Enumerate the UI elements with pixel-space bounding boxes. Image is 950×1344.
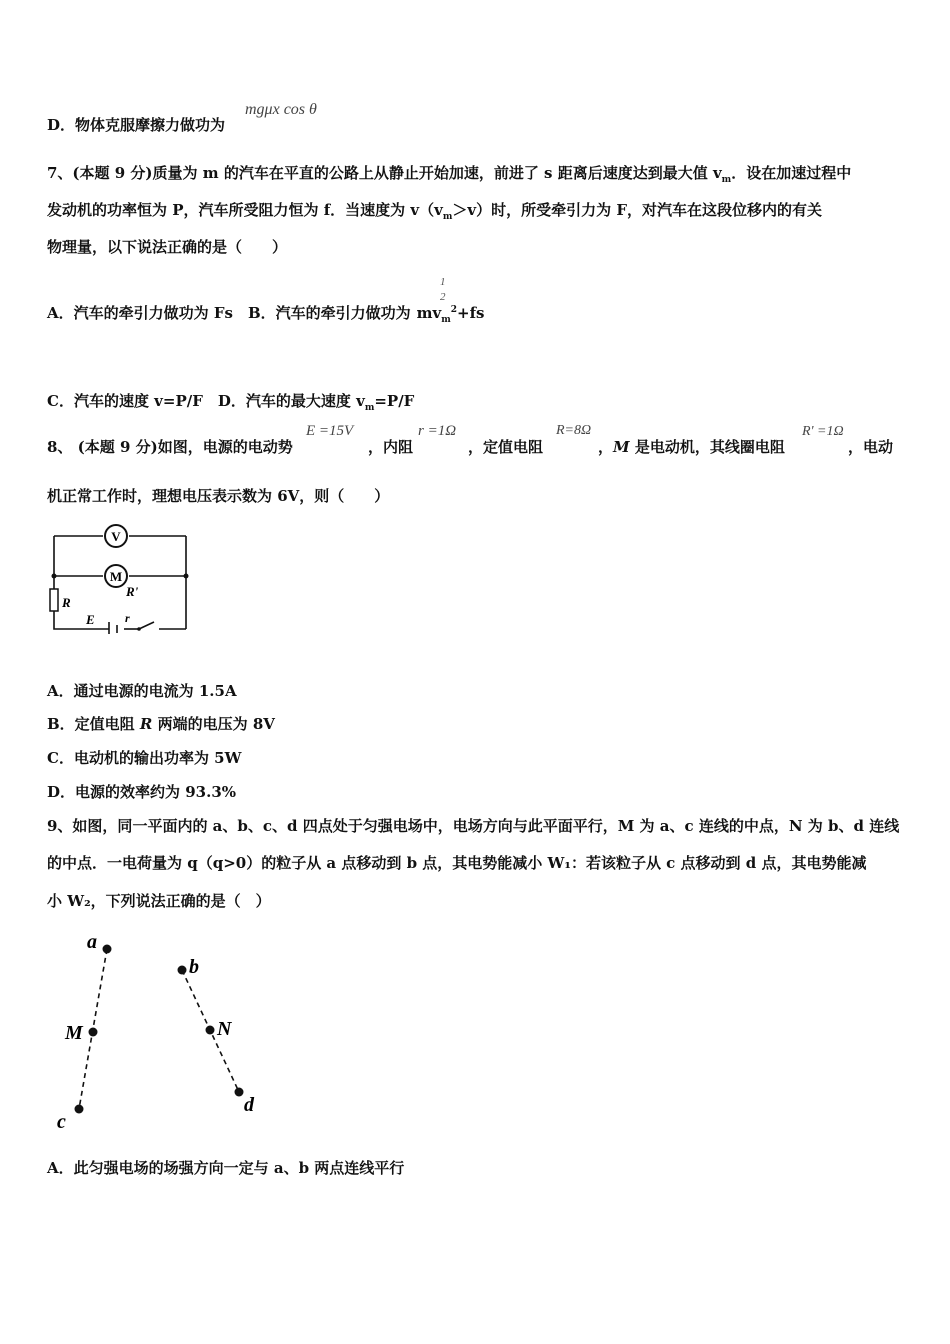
q9-option-a: A．此匀强电场的场强方向一定与 a、b 两点连线平行 — [47, 1159, 405, 1177]
fixed-resistor-formula: R=8Ω — [556, 423, 592, 438]
coil-resistance-label: R' — [126, 584, 139, 599]
label-b: b — [189, 956, 199, 978]
internal-resistance-formula: r =1Ω — [418, 423, 457, 439]
resistor-r-symbol — [50, 589, 58, 611]
q8-line-1: 8、 (本题 9 分)如图，电源的电动势 — [47, 438, 293, 456]
q7-options-ab: A．汽车的牵引力做功为 Fs B．汽车的牵引力做功为 $mv_m^2+fs$ — [47, 304, 485, 325]
emf-label: E — [86, 612, 95, 627]
point-m — [89, 1028, 98, 1037]
q9-line-2: 的中点．一电荷量为 q（q>0）的粒子从 a 点移动到 b 点，其电势能减小 W₁：若该粒子从 c 点移动到 d 点，其电势能减 — [47, 854, 867, 872]
q9-line-3: 小 W₂，下列说法正确的是（ ） — [47, 892, 271, 910]
resistor-label: R — [62, 595, 71, 610]
q8-line-2: 机正常工作时，理想电压表示数为 6V，则（ ） — [47, 487, 390, 505]
label-m: M — [65, 1022, 83, 1044]
emf-formula: E =15V — [306, 423, 354, 439]
label-d: d — [244, 1094, 254, 1116]
q8-option-c: C．电动机的输出功率为 5W — [47, 749, 242, 767]
q7-line-1: 7、(本题 9 分)质量为 m 的汽车在平直的公路上从静止开始加速，前进了 s 距离后速度达到最大值 $v_m$．设在加速过程中 — [47, 164, 852, 185]
q7-line-3: 物理量，以下说法正确的是（ ） — [47, 238, 288, 256]
q8-option-d: D．电源的效率约为 93.3% — [47, 783, 237, 801]
voltmeter-label: V — [111, 529, 121, 544]
internal-resistance-label: r — [125, 611, 130, 625]
point-a — [103, 945, 112, 954]
fraction-denominator: 2 — [440, 291, 446, 303]
q7-line-2: 发动机的功率恒为 P，汽车所受阻力恒为 f．当速度为 $v(v_m>v)$时，所受牵引力为 F，对汽车在这段位移内的有关 — [47, 201, 822, 222]
point-n — [206, 1026, 215, 1035]
point-b — [178, 966, 187, 975]
q7-options-cd: C．汽车的速度 v=P/F D．汽车的最大速度 $v_m=P/F$ — [47, 392, 415, 413]
q8-option-a: A．通过电源的电流为 1.5A — [47, 682, 237, 700]
point-c — [75, 1105, 84, 1114]
field-points-figure — [45, 925, 285, 1135]
label-c: c — [57, 1111, 66, 1133]
q9-line-1: 9、如图，同一平面内的 a、b、c、d 四点处于匀强电场中，电场方向与此平面平行，M 为 a、c 连线的中点，N 为 b、d 连线 — [47, 817, 900, 835]
friction-work-formula: mgμx cos θ — [245, 101, 317, 118]
motor-label: M — [109, 569, 123, 584]
label-n: N — [217, 1018, 232, 1040]
fraction-numerator: 1 — [440, 276, 446, 288]
circuit-diagram — [44, 522, 194, 634]
option-d-text: D．物体克服摩擦力做功为 — [47, 116, 226, 134]
point-d — [235, 1088, 244, 1097]
label-a: a — [87, 931, 97, 953]
prev-option-d — [47, 114, 225, 135]
q8-option-b: B．定值电阻 R 两端的电压为 8V — [47, 715, 275, 733]
coil-resistance-formula: R' =1Ω — [802, 424, 844, 439]
